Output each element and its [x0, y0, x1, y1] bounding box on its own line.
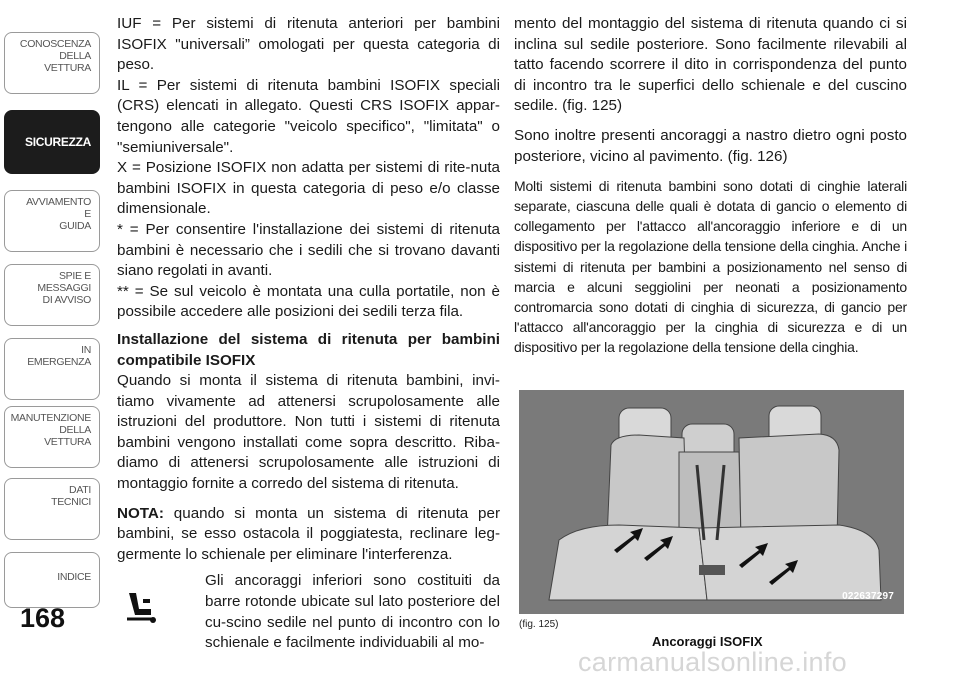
paragraph-straps: Molti sistemi di ritenuta bambini sono dotati di cinghie laterali separate, ciascuna delle quali è dotata di gancio o elemento di collegamento per l'attacco all'ancoraggio inferiore e di un dispositivo per la regolazione della tensione della cinghia. Anche i sistemi di ritenuta per bambini a posizionamento nel senso di marcia e alcuni seggiolini per neonati a posizionamento contromarcia sono dotati di cinghia di sicurezza, di gancio per l'attacco all'ancoraggio per la cinghia di sicurezza e di un dispositivo per la regolazione della tensione della cinghia.: [514, 178, 907, 355]
isofix-seat-figure: [519, 390, 904, 614]
paragraph-x: X = Posizione ISOFIX non adatta per sistemi di rite-nuta bambini ISOFIX in questa categoria di peso e/o classe dimensionale.: [117, 159, 500, 218]
note-text: quando si monta un sistema di ritenuta per bambini, se esso ostacola il poggiatesta, reclinare leg-germente lo schienale per eliminare l'interferenza.: [117, 504, 500, 563]
rear-seat-illustration: [519, 390, 904, 614]
tab-manutenzione-della-vettura[interactable]: [4, 406, 100, 468]
isofix-child-seat-icon: [123, 589, 159, 625]
tab-label-line: GUIDA: [59, 220, 91, 232]
paragraph-starstar: ** = Se sul veicolo è montata una culla portatile, non è possibile accedere alle posizioni dei sedili terza fila.: [117, 282, 500, 321]
anchors-text: Gli ancoraggi inferiori sono costituiti da barre rotonde ubicate sul lato posteriore del cu-scino sedile nel punto di incontro con lo schienale e facilmente individuabili al mo-: [205, 572, 500, 652]
tab-label-line: AVVIAMENTO: [26, 196, 91, 208]
paragraph-iuf: IUF = Per sistemi di ritenuta anteriori per bambini ISOFIX "universali” omologati per questa categoria di peso.: [117, 15, 500, 74]
tab-label-line: DELLA: [59, 424, 91, 436]
watermark: carmanualsonline.info: [578, 647, 847, 677]
paragraph-install: Quando si monta il sistema di ritenuta bambini, invi-tiamo vivamente ad attenersi scrupolosamente alle istruzioni del produttore. Non tutti i sistemi di ritenuta bambini vengono installati come sopra descritto. Riba-diamo di attenersi scrupolosamente alle istruzioni di montaggio fornite a corredo del sistema di ritenuta.: [117, 372, 500, 493]
tab-label-line: TECNICI: [51, 496, 91, 508]
paragraph-tether: Sono inoltre presenti ancoraggi a nastro dietro ogni posto posteriore, vicino al pavimento. (fig. 126): [514, 126, 907, 165]
tab-label-line: VETTURA: [44, 62, 91, 74]
figure-caption: (fig. 125): [519, 619, 559, 630]
chapter-sidebar: [0, 0, 110, 678]
tab-indice[interactable]: [4, 552, 100, 608]
tab-label-line: MESSAGGI: [37, 282, 91, 294]
page-number: 168: [20, 603, 66, 633]
tab-label-line: MANUTENZIONE: [10, 412, 91, 424]
tab-dati-tecnici[interactable]: [4, 478, 100, 540]
note-label: NOTA:: [117, 504, 164, 522]
tab-label-line: DATI: [69, 484, 91, 496]
right-text-column: [514, 14, 907, 357]
paragraph-continuation: mento del montaggio del sistema di ritenuta quando ci si inclina sul sedile posteriore. Sono facilmente rilevabili al tatto facendo scorrere il dito in corrispondenza del punto di incontro tra le superfici dello schienale e del cuscino sedile. (fig. 125): [514, 15, 907, 115]
tab-in-emergenza[interactable]: [4, 338, 100, 400]
anchors-paragraph: [117, 571, 500, 653]
paragraph-il: IL = Per sistemi di ritenuta bambini ISOFIX speciali (CRS) elencati in allegato. Questi CRS ISOFIX appar-tengono alle categorie "veicolo specifico", "limitata" o "semiuniversale".: [117, 76, 500, 156]
tab-conoscenza-della-vettura[interactable]: [4, 32, 100, 94]
tab-label-line: E: [84, 208, 91, 220]
tab-label-line: EMERGENZA: [27, 356, 91, 368]
tab-sicurezza[interactable]: [4, 110, 100, 174]
tab-label-line: IN: [81, 344, 91, 356]
figure-title: Ancoraggi ISOFIX: [652, 634, 763, 649]
tab-label-line: VETTURA: [44, 436, 91, 448]
tab-label-line: DI AVVISO: [42, 294, 91, 306]
tab-label-line: DELLA: [59, 50, 91, 62]
tab-label-line: INDICE: [57, 571, 91, 583]
paragraph-star: * = Per consentire l'installazione dei sistemi di ritenuta bambini è necessario che i sedili che si trovano davanti siano regolati in avanti.: [117, 220, 500, 280]
tab-spie-e-messaggi[interactable]: [4, 264, 100, 326]
left-text-column: [117, 14, 500, 654]
tab-label-line: CONOSCENZA: [19, 38, 91, 50]
figure-code: 0226372​97: [842, 591, 894, 602]
section-heading: Installazione del sistema di ritenuta per bambini compatibile ISOFIX: [117, 330, 500, 369]
tab-label-line: SPIE E: [58, 270, 91, 282]
tab-avviamento-e-guida[interactable]: [4, 190, 100, 252]
note-paragraph: [117, 504, 500, 566]
tab-label-line: SICUREZZA: [25, 135, 91, 149]
